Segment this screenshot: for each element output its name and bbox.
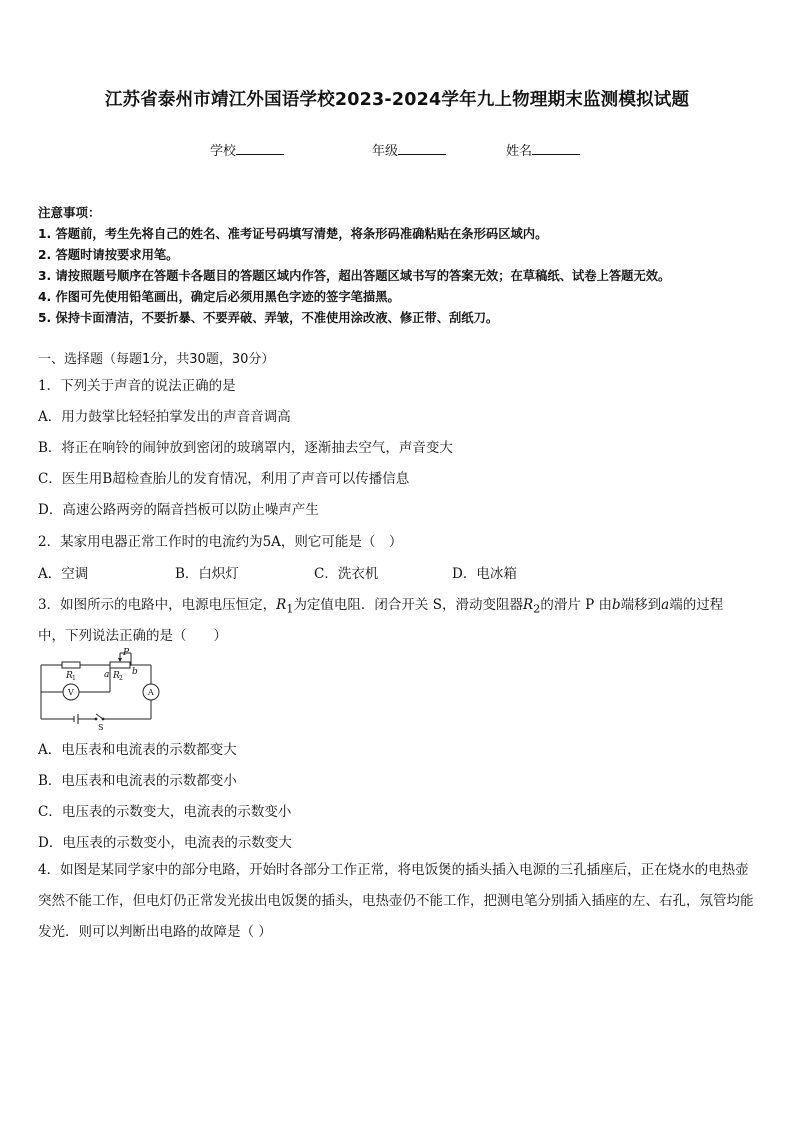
question-3-option-b[interactable]: B．电压表和电流表的示数都变小 xyxy=(38,773,237,789)
question-3-stem-line-2: 中，下列说法正确的是（ ） xyxy=(38,628,227,644)
resistor-r1-subscript: 1 xyxy=(286,602,294,616)
note-item: 1. 答题前，考生先将自己的姓名、准考证号码填写清楚，将条形码准确粘贴在条形码区域内。 xyxy=(38,227,548,241)
section-heading: 一、选择题（每题1分，共30题，30分） xyxy=(38,352,275,367)
question-3-text: 的滑片 P 由 xyxy=(540,597,612,613)
terminal-a-symbol: a xyxy=(661,597,670,613)
note-item: 4. 作图可先使用铅笔画出，确定后必须用黑色字迹的签字笔描黑。 xyxy=(38,290,400,304)
school-blank[interactable] xyxy=(236,142,284,155)
note-item: 3. 请按照题号顺序在答题卡各题目的答题区域内作答，超出答题区域书写的答案无效；在草稿纸、试卷上答题无效。 xyxy=(38,269,671,283)
slider-arrow xyxy=(118,658,122,662)
question-1-stem: 1．下列关于声音的说法正确的是 xyxy=(38,378,236,394)
question-4-stem: 4．如图是某同学家中的部分电路，开始时各部分工作正常，将电饭煲的插头插入电源的三孔插座后，正在烧水的电热壶突然不能工作，但电灯仍正常发光拔出电饭煲的插头，电热壶仍不能工作，把测电笔分别插入插座的左、右孔，氖管均能发光．则可以判断出电路的故障是（ ） xyxy=(38,862,754,940)
r2-label-subscript: 2 xyxy=(119,675,123,682)
note-item: 2. 答题时请按要求用笔。 xyxy=(38,248,179,262)
question-3-text: 端移到 xyxy=(620,597,662,613)
question-1-option-b[interactable]: B．将正在响铃的闹钟放到密闭的玻璃罩内，逐渐抽去空气，声音变大 xyxy=(38,440,453,456)
switch-label: S xyxy=(98,723,104,732)
grade-blank[interactable] xyxy=(398,142,446,155)
terminal-b-symbol: b xyxy=(612,597,621,613)
note-item: 5. 保持卡面清洁，不要折暴、不要弄破、弄皱，不准使用涂改液、修正带、刮纸刀。 xyxy=(38,311,499,325)
question-1-option-d[interactable]: D．高速公路两旁的隔音挡板可以防止噪声产生 xyxy=(38,502,319,518)
terminal-b-label: b xyxy=(132,667,138,677)
r1-label-subscript: 1 xyxy=(72,675,76,682)
question-3-option-d[interactable]: D．电压表的示数变小，电流表的示数变大 xyxy=(38,835,292,851)
student-info-fields xyxy=(0,140,794,160)
name-field[interactable] xyxy=(506,140,580,159)
ammeter-label: A xyxy=(148,688,154,697)
question-3-option-c[interactable]: C．电压表的示数变大，电流表的示数变小 xyxy=(38,804,292,820)
grade-label: 年级 xyxy=(372,144,399,159)
page-title: 江苏省泰州市靖江外国语学校2023-2024学年九上物理期末监测模拟试题 xyxy=(104,90,690,110)
question-3-text: 为定值电阻．闭合开关 S，滑动变阻器 xyxy=(293,597,523,613)
terminal-a-label: a xyxy=(104,670,110,680)
voltmeter-label: V xyxy=(68,688,74,697)
notes-heading: 注意事项： xyxy=(38,205,101,220)
question-3-option-a[interactable]: A．电压表和电流表的示数都变大 xyxy=(38,742,237,758)
question-2-option-d[interactable]: D．电冰箱 xyxy=(452,566,517,582)
resistor-r1-symbol: R xyxy=(276,597,287,613)
school-field[interactable] xyxy=(210,140,284,159)
grade-field[interactable] xyxy=(372,140,446,159)
question-3-stem xyxy=(38,593,723,616)
school-label: 学校 xyxy=(210,144,237,159)
name-blank[interactable] xyxy=(532,142,580,155)
resistor-r2-symbol: R xyxy=(522,597,534,613)
resistor-r1 xyxy=(62,662,80,668)
question-3-text: 端的过程 xyxy=(669,597,724,613)
question-3-text: 3．如图所示的电路中，电源电压恒定， xyxy=(38,597,277,613)
question-2-option-b[interactable]: B．白炽灯 xyxy=(175,566,239,582)
question-1-option-a[interactable]: A．用力鼓掌比轻轻拍掌发出的声音音调高 xyxy=(38,409,291,425)
resistor-r2-subscript: 2 xyxy=(533,602,541,616)
r1-label: R xyxy=(66,671,73,681)
slider-label-p: P xyxy=(123,648,130,658)
question-2-stem: 2．某家用电器正常工作时的电流约为5A，则它可能是（ ） xyxy=(38,534,403,550)
question-1-option-c[interactable]: C．医生用B超检查胎儿的发育情况，利用了声音可以传播信息 xyxy=(38,471,410,487)
resistor-r2 xyxy=(110,662,130,668)
circuit-diagram xyxy=(38,647,163,732)
question-2-option-c[interactable]: C．洗衣机 xyxy=(314,566,379,582)
r2-label: R xyxy=(113,671,120,681)
question-2-option-a[interactable]: A．空调 xyxy=(38,566,89,582)
name-label: 姓名 xyxy=(506,144,533,159)
